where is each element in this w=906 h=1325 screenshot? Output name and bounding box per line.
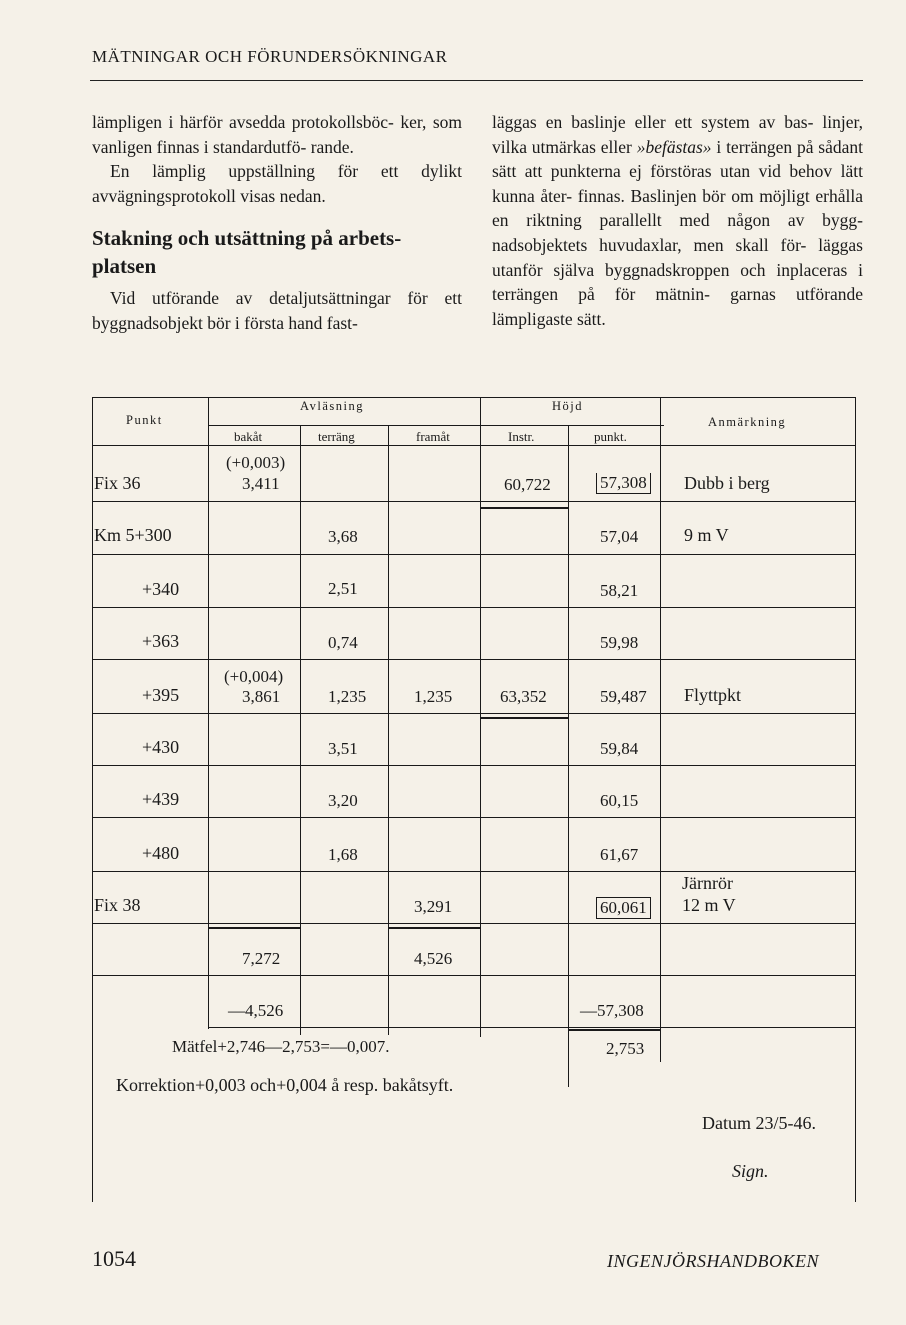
table-header-bottom	[92, 445, 856, 446]
header-sub-rule	[208, 425, 664, 426]
header-anmarkning: Anmärkning	[708, 415, 787, 429]
row1-instr: 60,722	[504, 475, 551, 494]
row7-hpunkt: 60,15	[600, 791, 639, 810]
row5-punkt: +395	[142, 685, 180, 705]
row1-rule	[92, 501, 856, 502]
row5-rule	[92, 713, 856, 714]
header-rule	[90, 80, 863, 81]
left-para-1: lämpligen i härför avsedda protokollsböc- ker, som vanligen finnas i standardutfö- rande.	[92, 112, 462, 157]
row5-bakat: 3,861	[242, 687, 281, 706]
running-header: MÄTNINGAR OCH FÖRUNDERSÖKNINGAR	[92, 47, 448, 66]
signature: Sign.	[732, 1161, 769, 1181]
row2-anm: 9 m V	[684, 525, 729, 545]
row8-rule	[92, 871, 856, 872]
framat-sum: 4,526	[414, 949, 453, 968]
framat-sum-rule	[388, 927, 480, 929]
row8-hpunkt: 61,67	[600, 845, 639, 864]
row9-rule	[92, 923, 856, 924]
row1-punkt: Fix 36	[94, 473, 141, 493]
table-left-border	[92, 397, 93, 1202]
row5-instr: 63,352	[500, 687, 547, 706]
row4-hpunkt: 59,98	[600, 633, 639, 652]
hpunkt-diff: —57,308	[580, 1001, 644, 1020]
section-heading: Stakning och utsättning på arbets- platsen	[92, 226, 402, 279]
row5-bakat-corr: (+0,004)	[224, 667, 284, 686]
row2-terrang: 3,68	[328, 527, 358, 546]
row6-terrang: 3,51	[328, 739, 358, 758]
row7-rule	[92, 817, 856, 818]
row9-anm2: 12 m V	[682, 895, 736, 915]
row3-rule	[92, 607, 856, 608]
bakat-diff: —4,526	[228, 1001, 284, 1020]
row8-terrang: 1,68	[328, 845, 358, 864]
header-framat: framåt	[416, 429, 450, 444]
right-para-1	[492, 110, 863, 331]
header-bakat: bakåt	[234, 429, 263, 444]
row3-punkt: +340	[142, 579, 180, 599]
row7-punkt: +439	[142, 789, 180, 809]
row5-hpunkt: 59,487	[600, 687, 647, 706]
row7-terrang: 3,20	[328, 791, 358, 810]
row3-hpunkt: 58,21	[600, 581, 639, 600]
header-instr: Instr.	[508, 429, 535, 444]
bakat-sum-rule	[208, 927, 300, 929]
row1-anm: Dubb i berg	[684, 473, 770, 493]
right-column	[492, 110, 863, 331]
row6-rule	[92, 765, 856, 766]
row5-instr-rule	[480, 717, 568, 719]
row8-punkt: +480	[142, 843, 180, 863]
row5-framat: 1,235	[414, 687, 453, 706]
row5-terrang: 1,235	[328, 687, 367, 706]
left-para-2: En lämplig uppställning för ett dylikt avvägningsprotokoll visas nedan.	[92, 161, 462, 206]
col-divider-6	[660, 397, 661, 1062]
datum: Datum 23/5-46.	[702, 1113, 816, 1133]
row4-punkt: +363	[142, 631, 180, 651]
bakat-sum: 7,272	[242, 949, 281, 968]
row1-bakat: 3,411	[242, 474, 280, 493]
row9-framat: 3,291	[414, 897, 453, 916]
matfel: Mätfel+2,746—2,753=—0,007.	[172, 1037, 390, 1056]
levelling-protocol-table	[92, 397, 856, 1202]
table-top-border	[92, 397, 856, 398]
diff-rule	[208, 1027, 856, 1028]
row2-punkt: Km 5+300	[94, 525, 172, 545]
book-title: INGENJÖRSHANDBOKEN	[607, 1251, 819, 1271]
row6-hpunkt: 59,84	[600, 739, 639, 758]
row9-hpunkt: 60,061	[596, 897, 651, 919]
header-punkt: Punkt	[126, 413, 163, 427]
row4-terrang: 0,74	[328, 633, 358, 652]
row3-terrang: 2,51	[328, 579, 358, 598]
row4-rule	[92, 659, 856, 660]
col-divider-2	[300, 425, 301, 1035]
left-column	[92, 110, 462, 336]
row2-rule	[92, 554, 856, 555]
row9-anm: Järnrör	[682, 873, 733, 893]
col-divider-5	[568, 425, 569, 1087]
table-right-border	[855, 397, 856, 1202]
page-number: 1054	[92, 1246, 136, 1271]
row2-hpunkt: 57,04	[600, 527, 639, 546]
right-para-1-em: »befästas»	[636, 136, 712, 157]
hpunkt-res: 2,753	[606, 1039, 645, 1058]
row1-bakat-corr: (+0,003)	[226, 453, 286, 472]
hpunkt-res-rule	[568, 1029, 660, 1031]
sum-rule	[92, 975, 856, 976]
col-divider-3	[388, 425, 389, 1035]
korrektion: Korrektion+0,003 och+0,004 å resp. bakåtsyft.	[116, 1075, 454, 1095]
row1-hpunkt: 57,308	[596, 473, 651, 494]
left-para-3: Vid utförande av detaljutsättningar för ett byggnadsobjekt bör i första hand fast-	[92, 288, 462, 333]
row5-anm: Flyttpkt	[684, 685, 742, 705]
row1-instr-rule	[480, 507, 568, 509]
right-para-1-b: i terrängen på sådant sätt att punkterna ej förstöras utan vid behov lätt kunna åter- finnas. Baslinjen bör om möjligt erhålla en riktning parallellt med någon av bygg- nadsobjektets huvudaxlar, men skall för- läggas utanför själva byggnadskroppen och inplaceras i terrängen på för mätnin- garnas utförande lämpligaste sätt.	[492, 136, 863, 329]
header-avlasning: Avläsning	[300, 399, 364, 413]
header-hpunkt: punkt.	[594, 429, 627, 444]
header-terrang: terräng	[318, 429, 355, 444]
row9-punkt: Fix 38	[94, 895, 141, 915]
row6-punkt: +430	[142, 737, 180, 757]
right-para-1-a: läggas en baslinje eller ett system av bas- linjer, vilka utmärkas eller	[492, 112, 863, 157]
header-hojd: Höjd	[552, 399, 583, 413]
